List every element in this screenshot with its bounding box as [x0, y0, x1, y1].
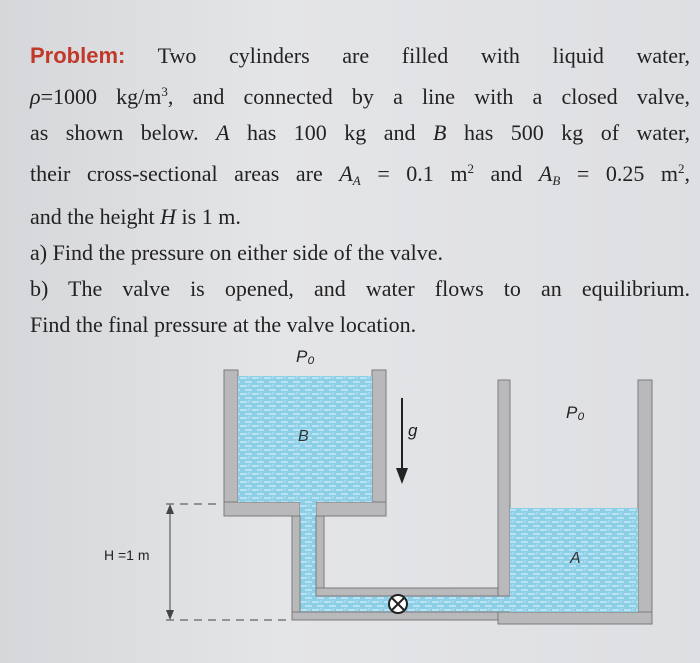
- area-b-symbol: A: [538, 161, 553, 186]
- problem-label: Problem:: [30, 43, 126, 68]
- tank-b-label: B: [298, 428, 309, 445]
- tank-a-right-wall: [638, 380, 652, 624]
- line-3-pre: as shown below.: [30, 120, 217, 145]
- part-b-line-1: b) The valve is opened, and water flows to an equilibrium.: [30, 276, 690, 301]
- tank-b-left-wall: [224, 370, 238, 516]
- tank-b-right-wall: [372, 370, 386, 516]
- line-4-and: and: [473, 161, 539, 186]
- area-b-value: = 0.25 m: [560, 161, 678, 186]
- tank-b-bottom-right: [316, 502, 386, 516]
- gravity-label: g: [408, 421, 418, 440]
- height-symbol: H: [160, 204, 177, 229]
- rho-value: =1000 kg/m: [40, 84, 162, 109]
- line-3-post: has 500 kg of water,: [446, 120, 690, 145]
- problem-line-1-text: Two cylinders are filled with liquid water,: [157, 43, 690, 68]
- gravity-arrow-icon: [396, 398, 408, 484]
- area-a-subscript: A: [352, 173, 361, 188]
- height-label: H =1 m: [104, 547, 150, 563]
- tank-a-ref: A: [216, 120, 230, 145]
- line-5-post: is 1 m.: [176, 204, 241, 229]
- p0-left-label: P₀: [296, 347, 315, 366]
- tank-b-ref: B: [433, 120, 447, 145]
- line-5-pre: and the height: [30, 204, 161, 229]
- height-dimension: [166, 504, 292, 620]
- tank-a-bottom: [498, 612, 652, 624]
- tank-a-left-wall: [498, 380, 510, 596]
- tank-a-label: A: [570, 550, 581, 567]
- p0-right-label: P₀: [566, 403, 585, 422]
- area-a-value: = 0.1 m: [360, 161, 468, 186]
- rho-symbol: ρ: [30, 84, 41, 109]
- line-4-pre: their cross-sectional areas are: [30, 161, 340, 186]
- line-4-post: ,: [684, 161, 690, 186]
- pipe-wall-left: [292, 516, 300, 620]
- part-a: a) Find the pressure on either side of the valve.: [30, 240, 443, 265]
- area-b-subscript: B: [552, 173, 561, 188]
- part-b-line-2: Find the final pressure at the valve location.: [30, 312, 417, 337]
- problem-line-2-rest: , and connected by a line with a closed valve,: [167, 84, 690, 109]
- pipe-wall-inner: [316, 516, 324, 596]
- valve-icon: [389, 595, 407, 613]
- area-a-exponent: 2: [467, 161, 474, 176]
- rho-exponent: 3: [161, 84, 168, 99]
- area-a-symbol: A: [339, 161, 353, 186]
- pipe-wall-top: [316, 588, 498, 596]
- area-b-exponent: 2: [678, 161, 685, 176]
- pipe-vertical-water: [300, 502, 316, 612]
- line-3-mid: has 100 kg and: [229, 120, 434, 145]
- tank-b-bottom-left: [224, 502, 300, 516]
